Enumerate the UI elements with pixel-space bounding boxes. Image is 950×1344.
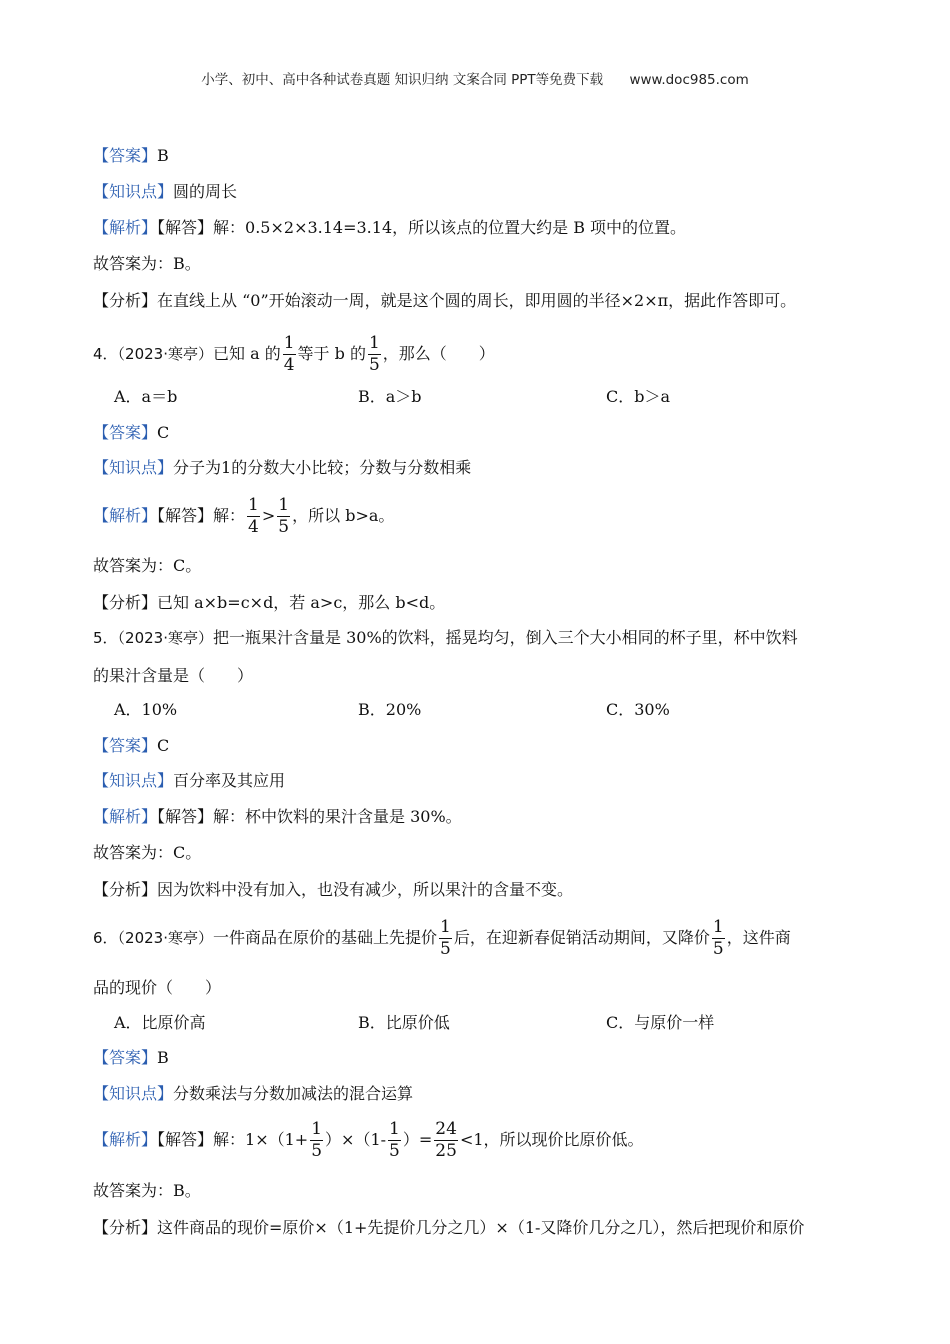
q5-fenxi: 【分析】因为饮料中没有加入，也没有减少，所以果汁的含量不变。 [93,880,574,899]
q5-source: （2023·寒亭） [117,629,213,647]
q5-number: 5． [93,629,118,647]
q6-calc-frac-2: $\frac{1}{5}$ [389,1119,400,1161]
q6-source: （2023·寒亭） [117,929,213,947]
q5-knowledge: 【知识点】百分率及其应用 [93,771,286,790]
q5-analysis: 【解析】【解答】解：杯中饮料的果汁含量是 30%。 [93,807,462,826]
q3-answer: 【答案】B [93,146,169,165]
q3-analysis: 【解析】【解答】解：0.5×2×3.14=3.14，所以该点的位置大约是 B 项中的位置。 [93,218,687,237]
q4-analysis: 【解析】【解答】解： $\frac{1}{4}$ > $\frac{1}{5}$ ，所以 b>a。 [93,495,395,537]
q3-knowledge: 【知识点】圆的周长 [93,182,238,201]
q3-fenxi: 【分析】在直线上从 “0”开始滚动一周，就是这个圆的周长，即用圆的半径×2×π，据此作答即可。 [93,291,797,310]
q6-calc-result: $\frac{24}{25}$ [435,1119,457,1161]
q5-stem-line1: 5．（2023·寒亭）把一瓶果汁含量是 30%的饮料，摇晃均匀，倒入三个大小相同的杯子里，杯中饮料 [93,628,798,647]
q6-number: 6． [93,929,118,947]
q6-option-b[interactable]: B．比原价低 [358,1013,450,1032]
q4-conclusion: 故答案为：C。 [93,556,202,575]
q6-option-c[interactable]: C．与原价一样 [606,1013,715,1032]
header-text: 小学、初中、高中各种试卷真题 知识归纳 文案合同 PPT等免费下载 [201,72,604,88]
q5-option-b[interactable]: B．20% [358,700,422,719]
q6-frac-raise: $\frac{1}{5}$ [440,917,451,959]
q4-answer: 【答案】C [93,423,170,442]
q6-knowledge: 【知识点】分数乘法与分数加减法的混合运算 [93,1084,414,1103]
q6-calc-frac-1: $\frac{1}{5}$ [311,1119,323,1161]
q4-analysis-frac-1-5: $\frac{1}{5}$ [278,495,290,537]
page-header [0,68,950,88]
q6-analysis: 【解析】【解答】解：1×（1+ $\frac{1}{5}$ ）×（1- $\frac{1}{5}$ ）= $\frac{24}{25}$ <1，所以现价比原价低。 [93,1119,644,1161]
q5-conclusion: 故答案为：C。 [93,843,202,862]
q4-knowledge: 【知识点】分子为1的分数大小比较；分数与分数相乘 [93,458,472,477]
q4-fenxi: 【分析】已知 a×b=c×d，若 a>c，那么 b<d。 [93,593,446,612]
q4-frac-1-4: $\frac{1}{4}$ [283,333,295,375]
q5-option-a[interactable]: A．10% [114,700,178,719]
q4-option-b[interactable]: B．a＞b [358,387,422,406]
q3-conclusion: 故答案为：B。 [93,254,201,273]
q4-option-a[interactable]: A．a＝b [114,387,178,406]
q6-stem-line1: 6．（2023·寒亭）一件商品在原价的基础上先提价 $\frac{1}{5}$ 后，在迎新春促销活动期间，又降价 $\frac{1}{5}$ ，这件商 [93,917,791,959]
q6-fenxi: 【分析】这件商品的现价=原价×（1+先提价几分之几）×（1-又降价几分之几），然后把现价和原价 [93,1218,805,1237]
q4-analysis-frac-1-4: $\frac{1}{4}$ [248,495,259,537]
q6-frac-lower: $\frac{1}{5}$ [712,917,724,959]
q6-answer: 【答案】B [93,1048,169,1067]
q4-option-c[interactable]: C．b＞a [606,387,671,406]
q6-conclusion: 故答案为：B。 [93,1181,201,1200]
q4-source: （2023·寒亭） [117,345,213,363]
q6-stem-line2: 品的现价（ ） [93,978,222,997]
q4-frac-1-5: $\frac{1}{5}$ [368,333,380,375]
q5-option-c[interactable]: C．30% [606,700,670,719]
q5-stem-line2: 的果汁含量是（ ） [93,666,254,685]
q4-stem: 4．（2023·寒亭）已知 a 的 $\frac{1}{4}$ 等于 b 的 $\frac{1}{5}$ ，那么（ ） [93,333,495,375]
q5-answer: 【答案】C [93,736,170,755]
header-url[interactable]: www.doc985.com [629,72,749,88]
q6-option-a[interactable]: A．比原价高 [114,1013,206,1032]
q4-number: 4． [93,345,118,363]
